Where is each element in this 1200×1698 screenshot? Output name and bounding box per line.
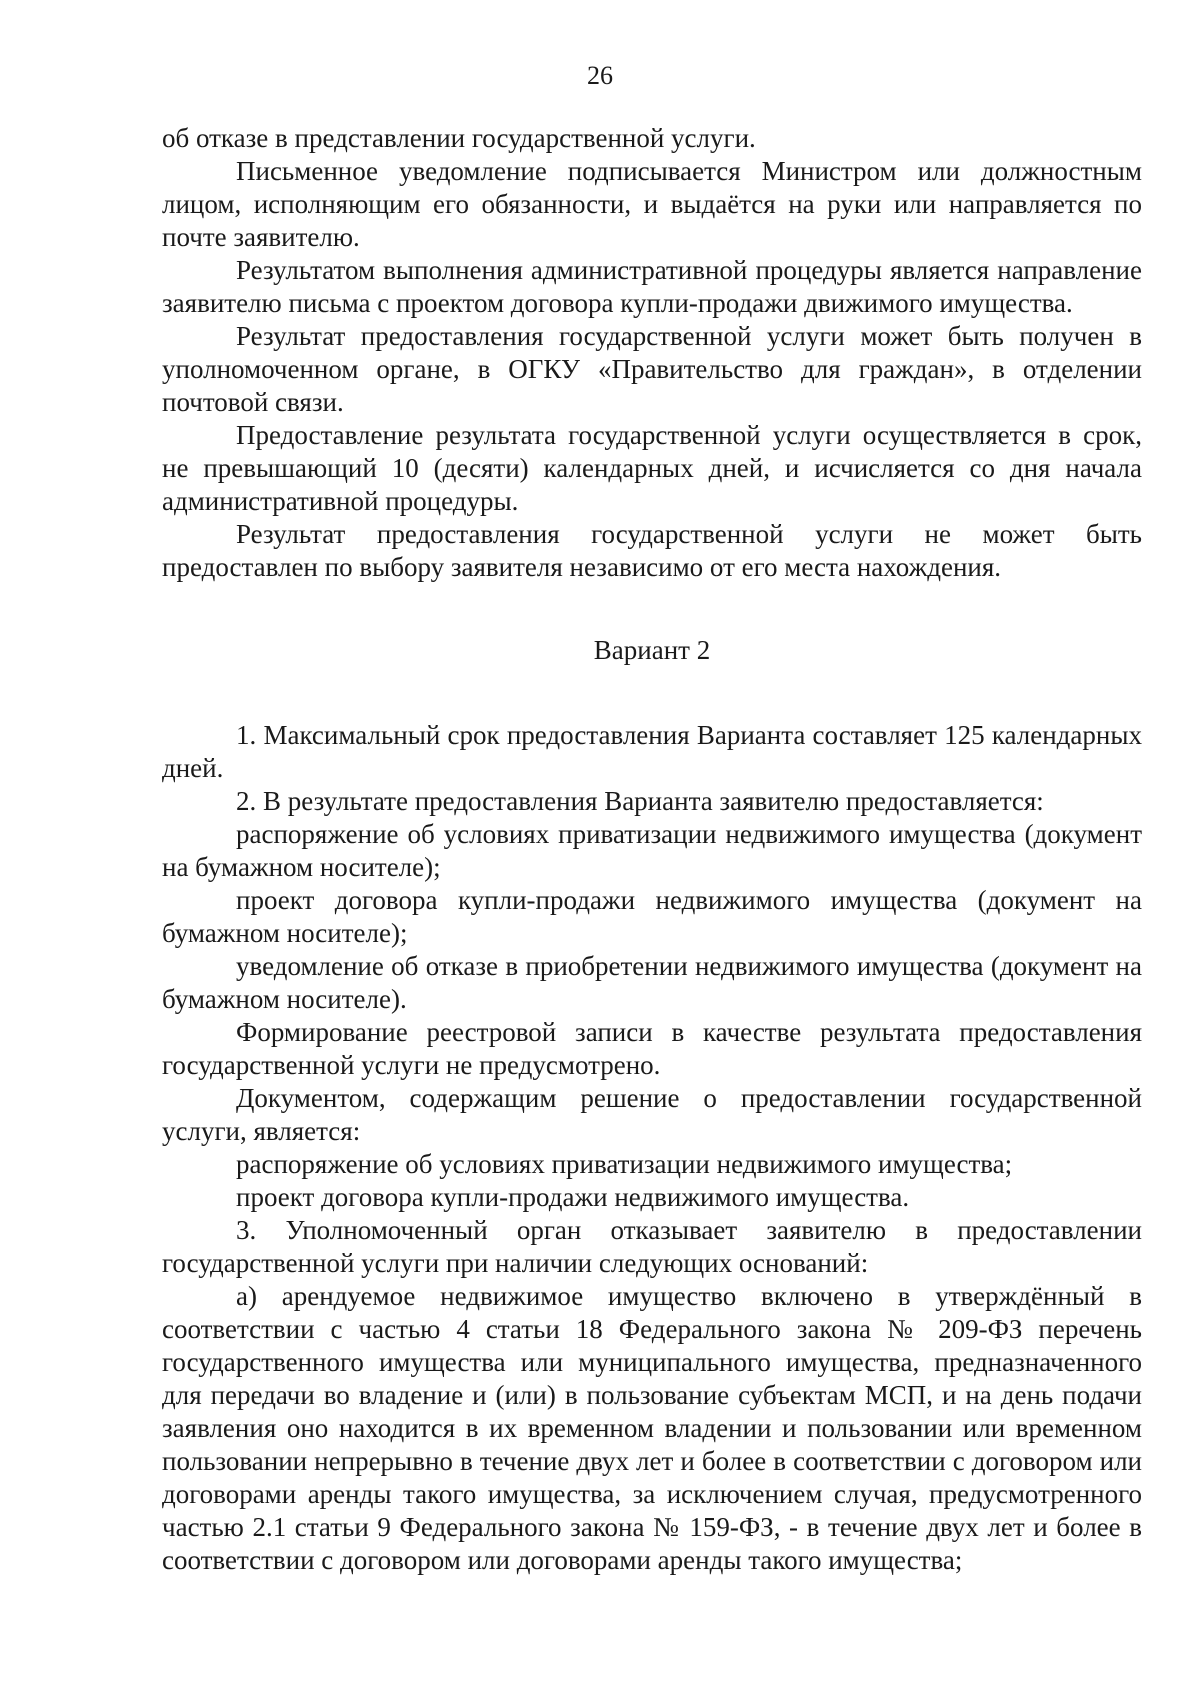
paragraph: 1. Максимальный срок предоставления Варианта составляет 125 календарных дней. — [162, 720, 1142, 783]
paragraph: Результатом выполнения административной процедуры является направление заявителю письма с проектом договора купли-продажи движимого имущества. — [162, 255, 1142, 318]
paragraph: 3. Уполномоченный орган отказывает заявителю в предоставлении государственной услуги при наличии следующих оснований: — [162, 1215, 1142, 1278]
variant-heading: Вариант 2 — [593, 635, 711, 665]
paragraph: Письменное уведомление подписывается Министром или должностным лицом, исполняющим его обязанности, и выдаётся на руки или направляется по почте заявителю. — [162, 156, 1142, 252]
paragraph: Документом, содержащим решение о предоставлении государственной услуги, является: — [162, 1083, 1142, 1146]
paragraph: уведомление об отказе в приобретении недвижимого имущества (документ на бумажном носителе). — [162, 951, 1142, 1014]
paragraph: Предоставление результата государственной услуги осуществляется в срок, не превышающий 10 (десяти) календарных дней, и исчисляется со дня начала административной процедуры. — [162, 420, 1142, 516]
paragraph: проект договора купли-продажи недвижимого имущества. — [236, 1182, 910, 1212]
paragraph: Результат предоставления государственной услуги не может быть предоставлен по выбору заявителя независимо от его места нахождения. — [162, 519, 1142, 582]
paragraph: 2. В результате предоставления Варианта заявителю предоставляется: — [236, 786, 1044, 816]
paragraph: об отказе в представлении государственной услуги. — [162, 123, 756, 153]
paragraph: Формирование реестровой записи в качестве результата предоставления государственной услуги не предусмотрено. — [162, 1017, 1142, 1080]
paragraph: распоряжение об условиях приватизации недвижимого имущества; — [236, 1149, 1013, 1179]
page-number: 26 — [587, 61, 613, 90]
document-body — [162, 122, 1142, 1577]
paragraph: проект договора купли-продажи недвижимого имущества (документ на бумажном носителе); — [162, 885, 1142, 948]
paragraph: распоряжение об условиях приватизации недвижимого имущества (документ на бумажном носителе); — [162, 819, 1142, 882]
paragraph: а) арендуемое недвижимое имущество включено в утверждённый в соответствии с частью 4 статьи 18 Федерального закона № 209-ФЗ перечень государственного имущества или муниципального имущества, предназначенного для передачи во владение и (или) в пользование субъектам МСП, и на день подачи заявления оно находится в их временном владении и пользовании или временном пользовании непрерывно в течение двух лет и более в соответствии с договором или договорами аренды такого имущества, за исключением случая, предусмотренного частью 2.1 статьи 9 Федерального закона № 159-ФЗ, - в течение двух лет и более в соответствии с договором или договорами аренды такого имущества; — [162, 1281, 1142, 1575]
paragraph: Результат предоставления государственной услуги может быть получен в уполномоченном органе, в ОГКУ «Правительство для граждан», в отделении почтовой связи. — [162, 321, 1142, 417]
